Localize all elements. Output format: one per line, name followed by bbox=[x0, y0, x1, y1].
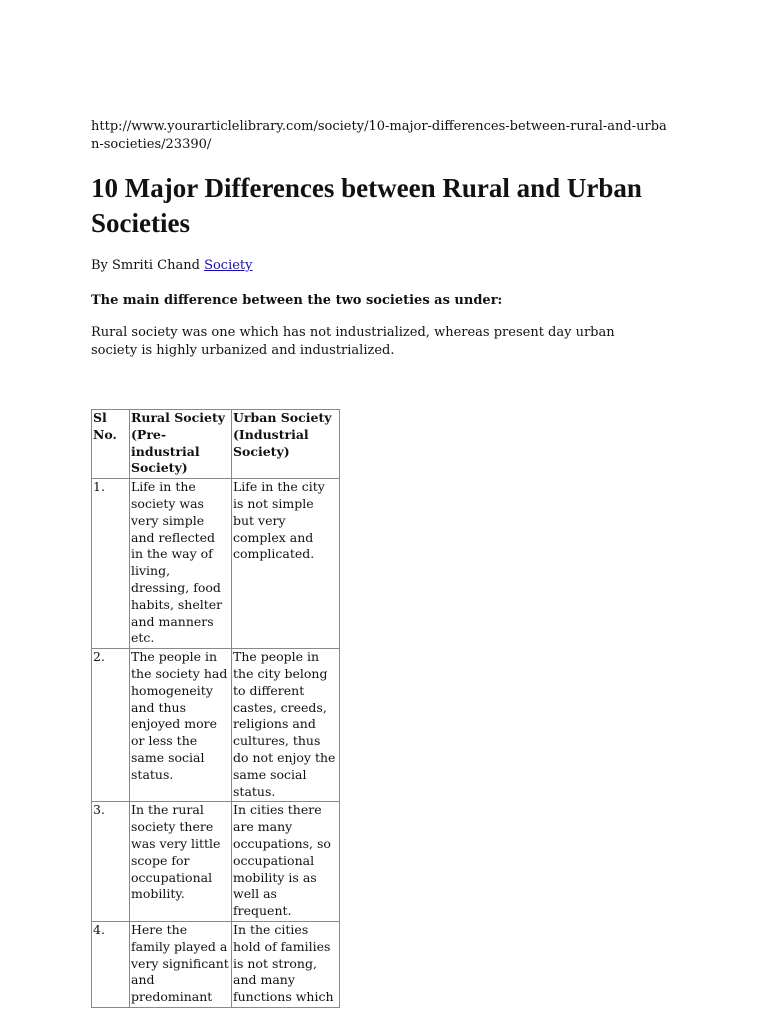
table-row bbox=[92, 921, 340, 1007]
table-row bbox=[92, 479, 340, 649]
header-rural-society: Rural Society (Pre-industrial Society) bbox=[130, 410, 232, 479]
row-number: 4. bbox=[92, 921, 130, 1007]
author-name: By Smriti Chand bbox=[91, 258, 200, 273]
row-number: 2. bbox=[92, 649, 130, 802]
rural-cell: Here the family played a very significant and predominant bbox=[130, 921, 232, 1007]
category-link[interactable]: Society bbox=[204, 258, 253, 273]
row-number: 3. bbox=[92, 802, 130, 922]
source-url: http://www.yourarticlelibrary.com/society/10-major-differences-between-rural-and-urban-societies/23390/ bbox=[91, 119, 667, 152]
table-row bbox=[92, 802, 340, 922]
table-row bbox=[92, 649, 340, 802]
rural-cell: In the rural society there was very little scope for occupational mobility. bbox=[130, 802, 232, 922]
byline bbox=[91, 257, 253, 275]
urban-cell: Life in the city is not simple but very complex and complicated. bbox=[232, 479, 340, 649]
table-header-row bbox=[92, 410, 340, 479]
intro-paragraph: Rural society was one which has not industrialized, whereas present day urban society is highly urbanized and industrialized. bbox=[91, 325, 615, 358]
urban-cell: In cities there are many occupations, so occupational mobility is as well as frequent. bbox=[232, 802, 340, 922]
header-urban-society: Urban Society (Industrial Society) bbox=[232, 410, 340, 479]
lead-text: The main difference between the two societies as under: bbox=[91, 293, 503, 308]
comparison-table-viewport bbox=[91, 409, 361, 1005]
comparison-table bbox=[91, 409, 340, 1008]
rural-cell: Life in the society was very simple and reflected in the way of living, dressing, food habits, shelter and manners etc. bbox=[130, 479, 232, 649]
rural-cell: The people in the society had homogeneity and thus enjoyed more or less the same social status. bbox=[130, 649, 232, 802]
urban-cell: In the cities hold of families is not strong, and many functions which bbox=[232, 921, 340, 1007]
row-number: 1. bbox=[92, 479, 130, 649]
article-title: 10 Major Differences between Rural and Urban Societies bbox=[91, 173, 642, 238]
header-sl-no: Sl No. bbox=[92, 410, 130, 479]
urban-cell: The people in the city belong to different castes, creeds, religions and cultures, thus do not enjoy the same social status. bbox=[232, 649, 340, 802]
